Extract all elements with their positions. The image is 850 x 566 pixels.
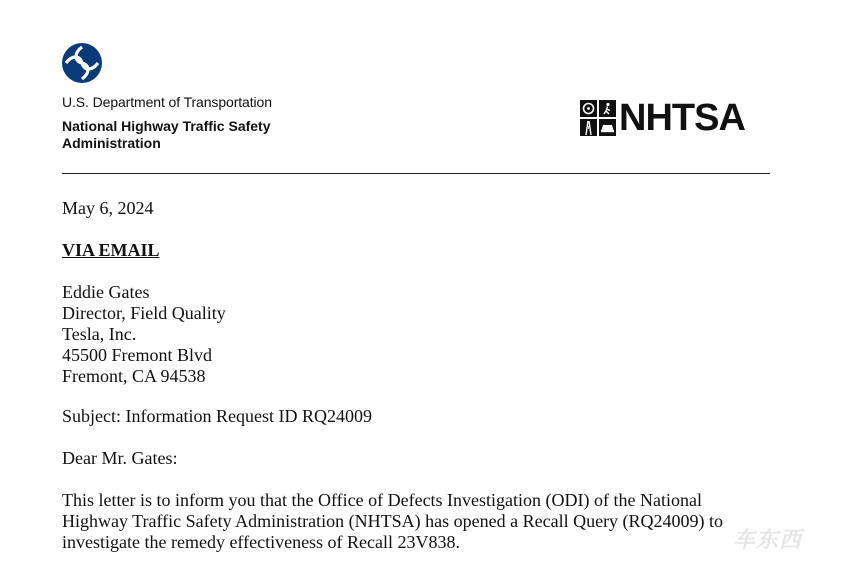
body-line: This letter is to inform you that the Office of Defects Investigation (ODI) of the National bbox=[62, 490, 702, 510]
agency-name: National Highway Traffic Safety Administration bbox=[62, 118, 271, 151]
delivery-method: VIA EMAIL bbox=[62, 240, 160, 260]
subject-line: Subject: Information Request ID RQ24009 bbox=[62, 406, 372, 426]
body-paragraph bbox=[62, 490, 782, 553]
recipient-title: Director, Field Quality bbox=[62, 303, 226, 323]
body-line: Highway Traffic Safety Administration (NHTSA) has opened a Recall Query (RQ24009) to bbox=[62, 511, 724, 531]
recipient-city: Fremont, CA 94538 bbox=[62, 366, 206, 386]
recipient-company: Tesla, Inc. bbox=[62, 324, 137, 344]
salutation: Dear Mr. Gates: bbox=[62, 448, 178, 468]
header-divider bbox=[62, 173, 770, 174]
nhtsa-logo bbox=[580, 99, 745, 137]
nhtsa-icon-grid bbox=[580, 100, 616, 136]
body-line: investigate the remedy effectiveness of Recall 23V838. bbox=[62, 532, 461, 552]
department-name: U.S. Department of Transportation bbox=[62, 94, 272, 110]
recipient-name: Eddie Gates bbox=[62, 282, 150, 302]
recipient-address bbox=[62, 282, 226, 387]
letter-date: May 6, 2024 bbox=[62, 198, 154, 218]
watermark: 车东西 bbox=[733, 528, 803, 553]
dot-logo-icon bbox=[62, 43, 102, 83]
nhtsa-wordmark: NHTSA bbox=[619, 97, 745, 139]
recipient-street: 45500 Fremont Blvd bbox=[62, 345, 213, 365]
